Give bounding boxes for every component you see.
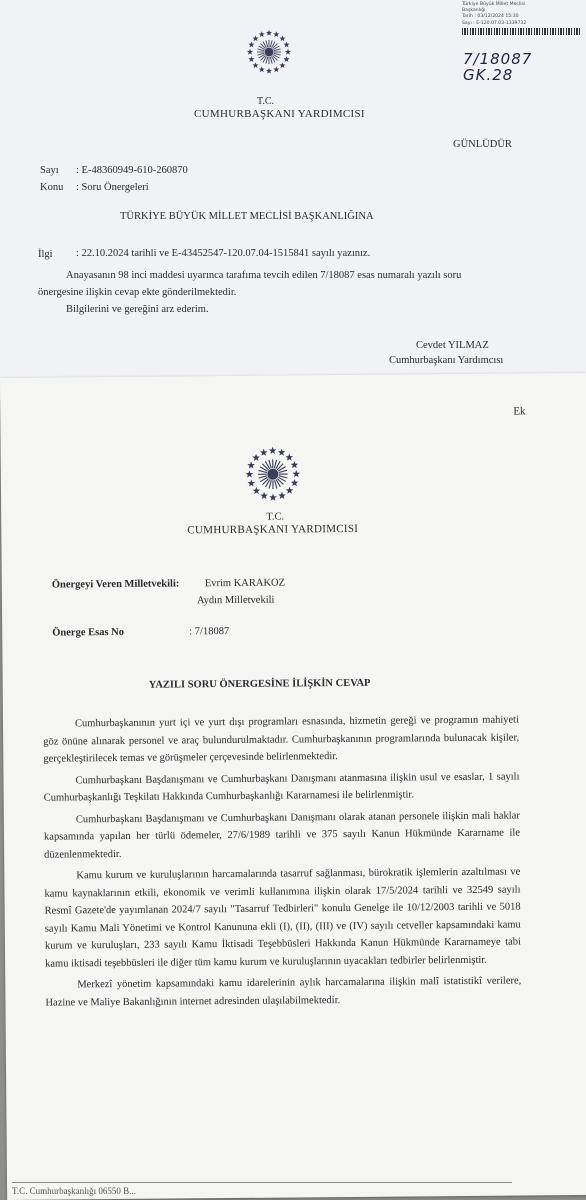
seal-star	[248, 42, 254, 48]
stamp-line: Türkiye Büyük Millet Meclisi	[462, 2, 526, 7]
sayi-label: Sayı	[40, 165, 59, 176]
seal-star	[279, 62, 285, 68]
cover-letter-page	[0, 0, 586, 400]
footer-text: T.C. Cumhurbaşkanlığı 06550 B...	[12, 1186, 136, 1196]
seal-ray	[274, 49, 281, 51]
seal-ray	[279, 476, 287, 478]
seal-sun	[267, 469, 278, 480]
seal-ray	[257, 49, 264, 51]
tc-heading: T.C.	[266, 511, 285, 523]
seal-star	[269, 447, 277, 454]
answer-paragraph: Cumhurbaşkanı Başdanışmanı ve Cumhurbaşkanı Danışmanı atanmasına ilişkin usul ve esaslar, 1 sayılı Cumhurbaşkanlığı Teşkilatı Hakkında Cumhurbaşkanlığı Kararnamesi ile belirlenmiştir.	[43, 770, 520, 804]
seal-star	[252, 454, 260, 461]
ilgi-value: : 22.10.2024 tarihli ve E-43452547-120.07.04-1515841 sayılı yazınız.	[76, 248, 371, 259]
office-heading: CUMHURBAŞKANI YARDIMCISI	[194, 108, 365, 120]
office-heading: CUMHURBAŞKANI YARDIMCISI	[187, 522, 359, 537]
seal-star	[291, 461, 299, 468]
seal-ray	[257, 53, 264, 55]
konu-label: Konu	[40, 182, 64, 193]
seal-star	[291, 479, 299, 486]
sayi-value: : E-48360949-610-260870	[76, 165, 188, 176]
answer-body	[43, 711, 522, 1011]
document-title: YAZILI SORU ÖNERGESİNE İLİŞKİN CEVAP	[148, 677, 371, 691]
seal-star	[266, 30, 272, 36]
closing-sentence: Bilgilerini ve gereğini arz ederim.	[66, 304, 209, 315]
mp-province: Aydın Milletvekili	[196, 594, 275, 607]
seal-star	[292, 470, 300, 477]
answer-paragraph: Cumhurbaşkanı Başdanışmanı ve Cumhurbaşkanı Danışmanı olarak atanan personele ilişkin mali haklar kapsamında yapılan her türlü ödemeler, 27/6/1989 tarihli ve 375 sayılı Kanun Hükmünde Kararname ile düzenlenmektedir.	[43, 809, 521, 861]
seal-ray	[269, 480, 271, 488]
seal-ray	[259, 470, 267, 472]
annex-label: Ek	[513, 405, 526, 418]
seal-star	[253, 62, 259, 68]
konu-value: : Soru Önergeleri	[76, 182, 149, 193]
seal-star	[285, 49, 291, 55]
seal-star	[278, 492, 286, 499]
seal-star	[247, 49, 253, 55]
mp-label: Önergeyi Veren Milletvekili:	[51, 578, 180, 591]
stamp-line: Başkanlığı	[462, 8, 486, 14]
seal-star	[273, 31, 279, 37]
answer-paragraph: Kamu kurum ve kuruluşlarının harcamalarında tasarruf sağlanması, bürokratik işlemlerin azaltılması ve kamu kaynaklarının etkili, ekonomik ve verimli kullanımına ilişkin olarak 17/5/2024 tarihli ve 32549 sayılı Resmî Gazete'de yayımlanan 2024/7 sayılı "Tasarruf Tedbirleri" konulu Genelge ile 10/12/2003 tarihli ve 5018 sayılı Kamu Mali Yönetimi ve Kontrol Kanununa ekli (I), (II), (III) ve (IV) sayılı cetveller kapsamındaki kamu kurum ve kuruluşları, 233 sayılı Kamu İktisadi Teşebbüsleri Hakkında Kanun Hükmünde Kararnameye tabi kamu iktisadi teşebbüsleri ile diğer tüm kamu kurum ve kuruluşlarının uyacakları tedbirler belirlenmiştir.	[44, 866, 521, 970]
seal-ray	[266, 57, 268, 64]
seal-sun	[265, 48, 274, 57]
seal-star	[260, 449, 268, 456]
seal-star	[286, 487, 294, 494]
presidential-seal-icon	[244, 24, 294, 84]
seal-star	[246, 470, 254, 477]
seal-star	[269, 494, 277, 501]
seal-star	[278, 448, 286, 455]
seal-star	[284, 42, 290, 48]
handwritten-note: GK.28	[463, 66, 514, 84]
stamp-line: Sayı : E-120.07.03-1339732	[462, 20, 527, 26]
esas-label: Önerge Esas No	[52, 626, 125, 639]
seal-star	[247, 479, 255, 486]
stamp-line: Tarih : 03/12/2024 15:30	[462, 14, 519, 20]
cover-paragraph-line: önergesine ilişkin cevap ekte gönderilmektedir.	[38, 287, 237, 298]
seal-star	[273, 66, 279, 72]
seal-ray	[270, 40, 272, 47]
urgency-label: GÜNLÜDÜR	[453, 139, 512, 150]
signer-name: Cevdet YILMAZ	[416, 340, 489, 351]
answer-page	[0, 373, 586, 1200]
seal-star	[285, 453, 293, 460]
seal-star	[247, 461, 255, 468]
seal-star	[259, 31, 265, 37]
seal-star	[259, 66, 265, 72]
mp-name: Evrim KARAKOZ	[204, 577, 286, 590]
seal-star	[284, 56, 290, 62]
seal-ray	[270, 57, 272, 64]
barcode	[462, 28, 580, 35]
presidential-seal-icon	[241, 439, 306, 514]
seal-ray	[266, 40, 268, 47]
ilgi-label: İlgi	[38, 249, 53, 260]
answer-paragraph: Cumhurbaşkanının yurt içi ve yurt dışı programları esnasında, hizmetin gereği ve programın mahiyeti göz önüne alınarak personel ve araç bulundurulmaktadır. Cumhurbaşkanının programlarında bulunacak kişiler, gerçekleştirilecek temas ve görüşmeler çerçevesinde belirlenmektedir.	[43, 714, 520, 765]
esas-value: : 7/18087	[189, 626, 230, 638]
seal-star	[279, 35, 285, 41]
seal-star	[253, 487, 261, 494]
handwritten-number: 7/18087	[463, 50, 533, 68]
signer-title: Cumhurbaşkanı Yardımcısı	[389, 355, 504, 366]
seal-ray	[274, 53, 281, 55]
seal-star	[260, 492, 268, 499]
seal-star	[248, 56, 254, 62]
seal-star	[266, 68, 272, 74]
seal-ray	[274, 460, 276, 468]
tc-heading: T.C.	[257, 96, 275, 107]
registry-stamp	[462, 2, 580, 35]
addressee: TÜRKİYE BÜYÜK MİLLET MECLİSİ BAŞKANLIĞINA	[120, 211, 374, 222]
footer-rule	[12, 1182, 512, 1183]
seal-star	[253, 35, 259, 41]
cover-paragraph-line: Anayasanın 98 inci maddesi uyarınca tarafıma tevcih edilen 7/18087 esas numaralı yazılı soru	[66, 270, 462, 281]
answer-paragraph: Merkezî yönetim kapsamındaki kamu idarelerinin aylık harcamalarına ilişkin malî istatistikî verilere, Hazine ve Maliye Bakanlığının internet adresinden ulaşılabilmektedir.	[45, 975, 522, 1009]
